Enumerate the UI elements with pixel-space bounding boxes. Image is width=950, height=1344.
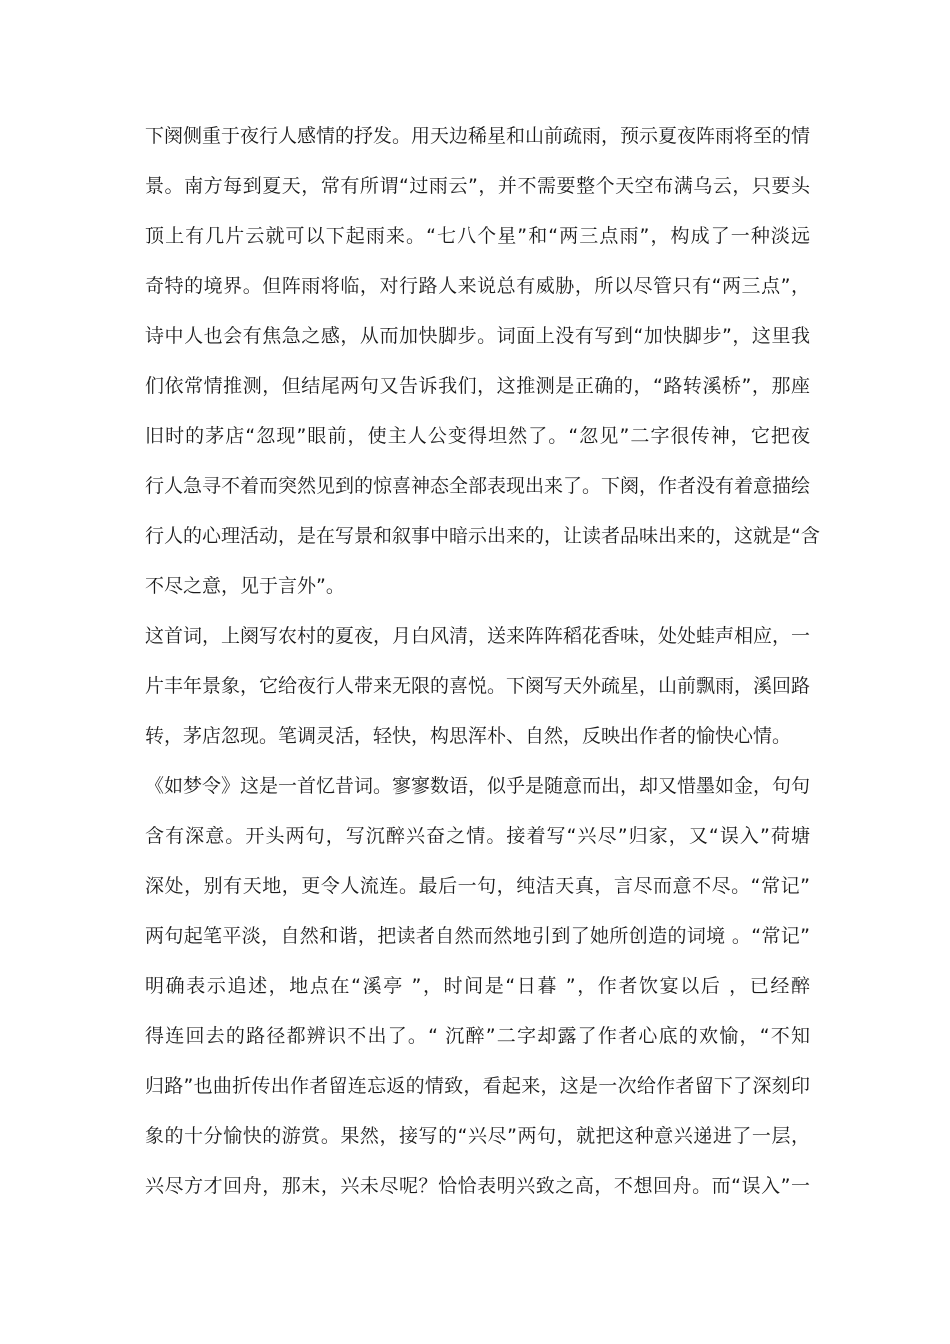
text-line: 们依常情推测，但结尾两句又告诉我们，这推测是正确的，“路转溪桥”，那座 [145, 375, 810, 397]
text-line: 下阕侧重于夜行人感情的抒发。用天边稀星和山前疏雨，预示夏夜阵雨将至的情 [145, 125, 811, 147]
text-line: 归路”也曲折传出作者留连忘返的情致，看起来，这是一次给作者留下了深刻印 [145, 1075, 810, 1097]
text-line: 《如梦令》这是一首忆昔词。寥寥数语，似乎是随意而出，却又惜墨如金，句句 [145, 775, 811, 797]
text-line: 得连回去的路径都辨识不出了。“ 沉醉”二字却露了作者心底的欢愉，“不知 [145, 1025, 810, 1047]
text-line: 明确表示追述，地点在“溪亭 ”，时间是“日暮 ”，作者饮宴以后 ，已经醉 [145, 975, 810, 997]
text-line: 深处，别有天地，更令人流连。最后一句，纯洁天真，言尽而意不尽。“常记” [145, 875, 810, 897]
text-line: 象的十分愉快的游赏。果然，接写的“兴尽”两句，就把这种意兴递进了一层， [145, 1125, 810, 1147]
text-line: 诗中人也会有焦急之感，从而加快脚步。词面上没有写到“加快脚步”，这里我 [145, 325, 810, 347]
text-line: 含有深意。开头两句，写沉醉兴奋之情。接着写“兴尽”归家，又“误入”荷塘 [145, 825, 810, 847]
text-line: 顶上有几片云就可以下起雨来。“七八个星”和“两三点雨”，构成了一种淡远 [145, 225, 810, 247]
text-line: 旧时的茅店“忽现”眼前，使主人公变得坦然了。“忽见”二字很传神，它把夜 [145, 425, 810, 447]
text-line: 景。南方每到夏天，常有所谓“过雨云”，并不需要整个天空布满乌云，只要头 [145, 175, 810, 197]
text-line: 兴尽方才回舟，那末，兴未尽呢？恰恰表明兴致之高，不想回舟。而“误入”一 [145, 1175, 810, 1197]
text-line: 转，茅店忽现。笔调灵活，轻快，构思浑朴、自然，反映出作者的愉快心情。 [145, 725, 792, 747]
text-line: 行人急寻不着而突然见到的惊喜神态全部表现出来了。下阕，作者没有着意描绘 [145, 475, 811, 497]
body-text [145, 116, 820, 1216]
text-line: 不尽之意，见于言外”。 [145, 575, 345, 597]
text-line: 两句起笔平淡，自然和谐，把读者自然而然地引到了她所创造的词境 。“常记” [145, 925, 810, 947]
text-line: 行人的心理活动，是在写景和叙事中暗示出来的，让读者品味出来的，这就是“含 [145, 525, 820, 547]
text-line: 片丰年景象，它给夜行人带来无限的喜悦。下阕写天外疏星，山前飘雨，溪回路 [145, 675, 811, 697]
text-line: 这首词，上阕写农村的夏夜，月白风清，送来阵阵稻花香味，处处蛙声相应，一 [145, 625, 811, 647]
text-line: 奇特的境界。但阵雨将临，对行路人来说总有威胁，所以尽管只有“两三点”， [145, 275, 810, 297]
